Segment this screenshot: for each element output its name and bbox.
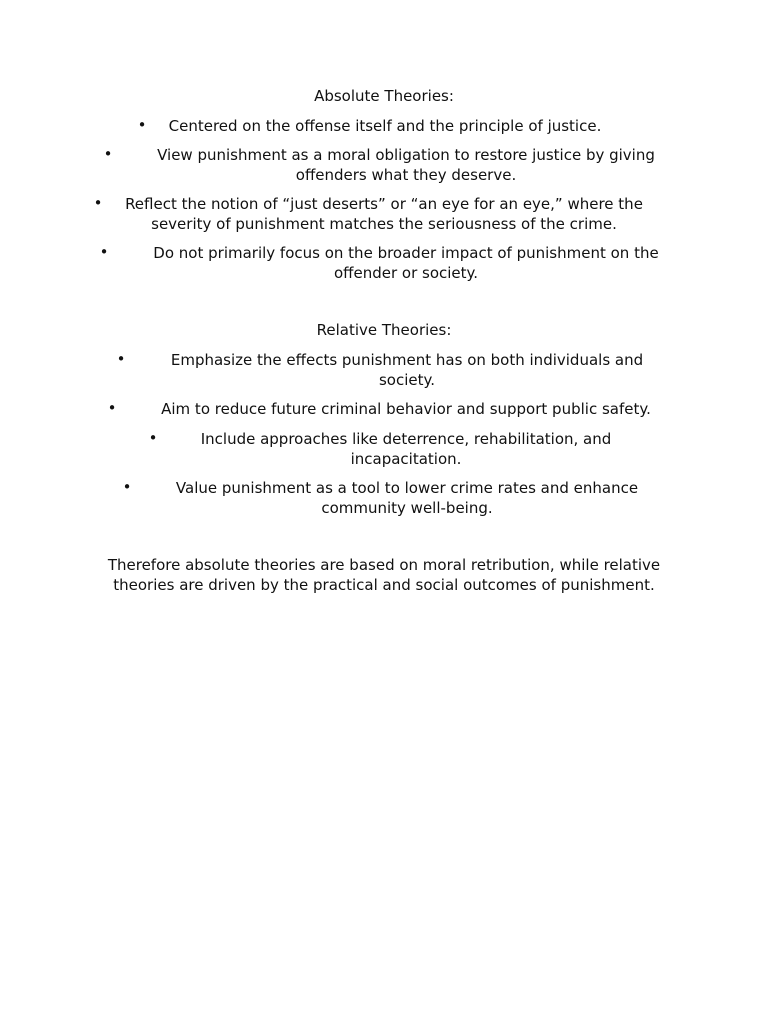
conclusion-line: theories are driven by the practical and social outcomes of punishment. bbox=[113, 576, 655, 594]
bullet-marker: • bbox=[116, 350, 126, 368]
list-item-line: Do not primarily focus on the broader impact of punishment on the bbox=[153, 244, 659, 262]
list-item-line: Aim to reduce future criminal behavior and support public safety. bbox=[161, 400, 651, 418]
conclusion-line: Therefore absolute theories are based on moral retribution, while relative bbox=[107, 556, 661, 574]
bullet-marker: • bbox=[103, 145, 113, 163]
list-item-text bbox=[116, 194, 652, 234]
list-item-line: View punishment as a moral obligation to restore justice by giving bbox=[157, 146, 655, 164]
list-item-text bbox=[122, 243, 690, 283]
list-item-text bbox=[145, 478, 669, 518]
list-item-line: incapacitation. bbox=[350, 450, 462, 468]
bullet-marker: • bbox=[148, 429, 158, 447]
bullet-marker: • bbox=[122, 478, 132, 496]
list-item-line: community well-being. bbox=[321, 499, 493, 517]
list-item-line: offender or society. bbox=[333, 264, 479, 282]
list-item-line: severity of punishment matches the seriousness of the crime. bbox=[151, 215, 617, 233]
list-item-line: offenders what they deserve. bbox=[295, 166, 517, 184]
list-item-line: society. bbox=[378, 371, 436, 389]
bullet-marker: • bbox=[99, 243, 109, 261]
bullet-marker: • bbox=[93, 194, 103, 212]
list-item-line: Include approaches like deterrence, rehabilitation, and bbox=[200, 430, 612, 448]
list-item-line: Value punishment as a tool to lower crime rates and enhance bbox=[175, 479, 639, 497]
list-item-text bbox=[160, 116, 610, 136]
list-item-text bbox=[126, 145, 686, 185]
list-item-text bbox=[130, 399, 682, 419]
list-item-line: Centered on the offense itself and the principle of justice. bbox=[168, 117, 602, 135]
conclusion-paragraph bbox=[0, 555, 768, 595]
list-item-line: Reflect the notion of “just deserts” or “an eye for an eye,” where the bbox=[125, 195, 643, 213]
list-item-text bbox=[139, 350, 675, 390]
list-item-line: Emphasize the effects punishment has on both individuals and bbox=[170, 351, 644, 369]
absolute-theories-heading: Absolute Theories: bbox=[314, 87, 454, 105]
bullet-marker: • bbox=[137, 116, 147, 134]
bullet-marker: • bbox=[107, 399, 117, 417]
relative-theories-heading: Relative Theories: bbox=[316, 321, 452, 339]
list-item-text bbox=[171, 429, 641, 469]
